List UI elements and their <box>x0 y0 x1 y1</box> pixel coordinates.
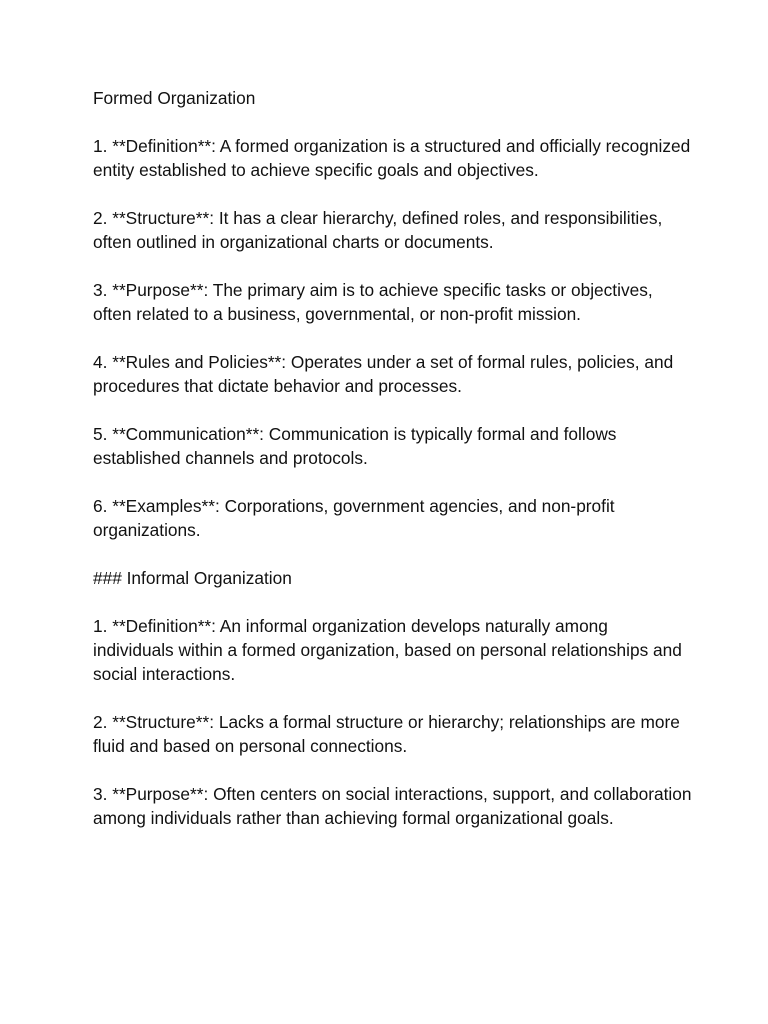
document-page <box>93 86 693 854</box>
formed-item-structure: 2. **Structure**: It has a clear hierarchy, defined roles, and responsibilities, often outlined in organizational charts or documents. <box>93 208 663 252</box>
formed-item-communication: 5. **Communication**: Communication is typically formal and follows established channels and protocols. <box>93 424 617 468</box>
informal-item-structure: 2. **Structure**: Lacks a formal structure or hierarchy; relationships are more fluid and based on personal connections. <box>93 712 680 756</box>
formed-item-rules: 4. **Rules and Policies**: Operates under a set of formal rules, policies, and procedures that dictate behavior and processes. <box>93 352 674 396</box>
document-title: Formed Organization <box>93 88 256 108</box>
informal-item-purpose: 3. **Purpose**: Often centers on social interactions, support, and collaboration among individuals rather than achieving formal organizational goals. <box>93 784 692 828</box>
informal-heading: ### Informal Organization <box>93 568 292 588</box>
formed-item-examples: 6. **Examples**: Corporations, government agencies, and non-profit organizations. <box>93 496 615 540</box>
formed-item-definition: 1. **Definition**: A formed organization is a structured and officially recognized entity established to achieve specific goals and objectives. <box>93 136 691 180</box>
informal-item-definition: 1. **Definition**: An informal organization develops naturally among individuals within a formed organization, based on personal relationships and social interactions. <box>93 616 682 684</box>
formed-item-purpose: 3. **Purpose**: The primary aim is to achieve specific tasks or objectives, often related to a business, governmental, or non-profit mission. <box>93 280 653 324</box>
